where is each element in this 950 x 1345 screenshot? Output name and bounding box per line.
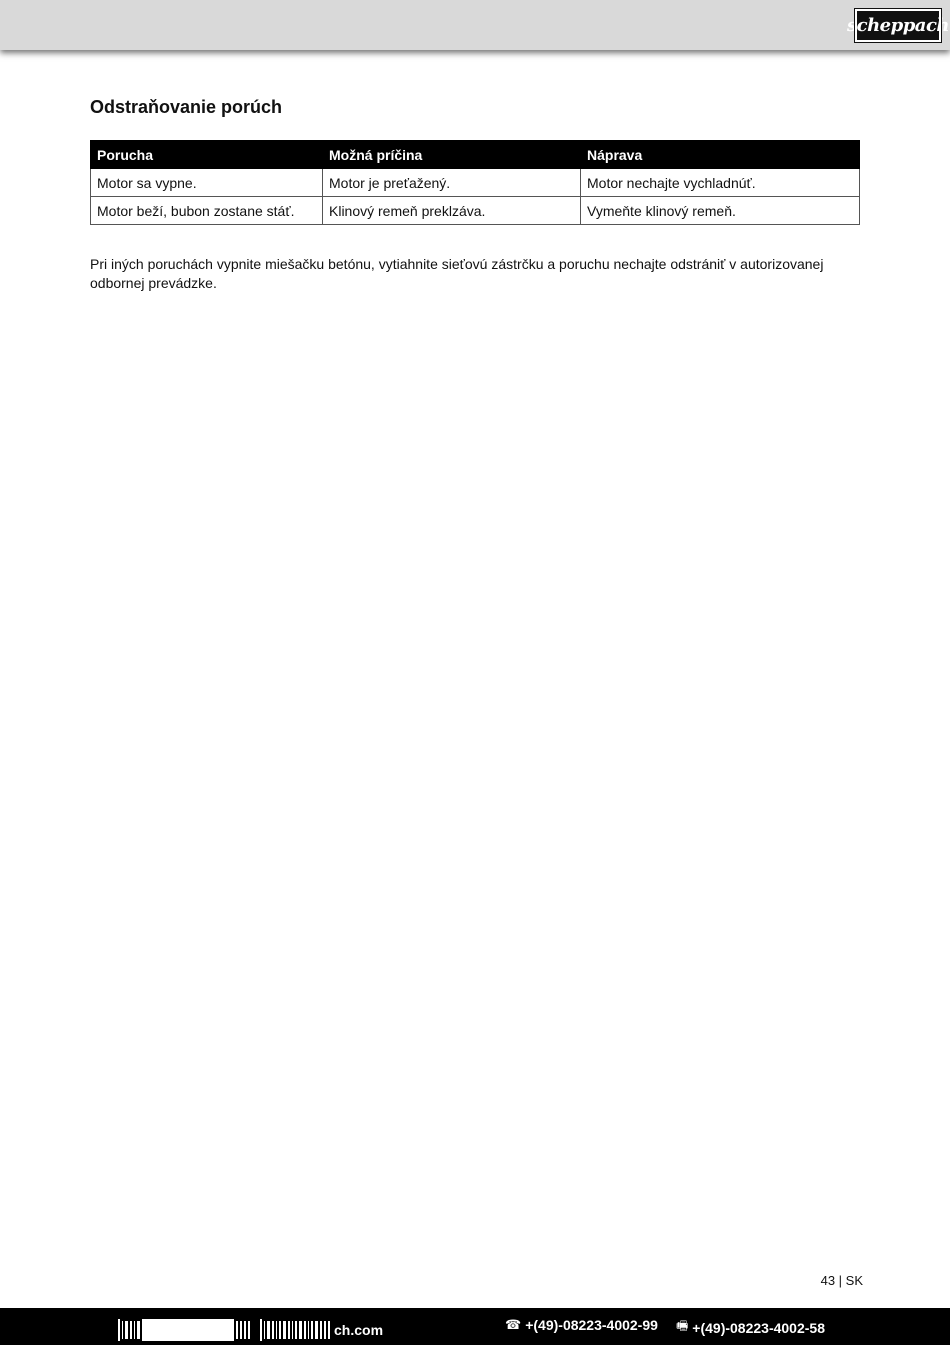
table-header-row	[91, 141, 860, 169]
table-row	[91, 197, 860, 225]
table-cell: Klinový remeň preklzáva.	[323, 197, 581, 225]
garbled-website-prefix	[118, 1320, 332, 1340]
table-cell: Motor beží, bubon zostane stáť.	[91, 197, 323, 225]
table-cell: Motor nechajte vychladnúť.	[581, 169, 860, 197]
footer-website	[118, 1317, 383, 1343]
footer-phone	[505, 1317, 658, 1333]
column-header-remedy: Náprava	[581, 141, 860, 169]
table-cell: Motor sa vypne.	[91, 169, 323, 197]
scheppach-logo: scheppach	[855, 9, 941, 42]
footer-fax	[676, 1317, 825, 1339]
header-band	[0, 0, 950, 50]
fax-icon: 🖷	[676, 1318, 689, 1333]
table-cell: Motor je preťažený.	[323, 169, 581, 197]
phone-icon: ☎	[505, 1317, 522, 1332]
repair-note: Pri iných poruchách vypnite miešačku betónu, vytiahnite sieťovú zástrčku a poruchu nechajte odstrániť v autorizovanej odbornej prevádzke.	[90, 256, 824, 291]
troubleshooting-table	[90, 140, 860, 225]
table-cell: Vymeňte klinový remeň.	[581, 197, 860, 225]
phone-number: +(49)-08223-4002-99	[525, 1317, 658, 1333]
fax-number: +(49)-08223-4002-58	[692, 1320, 825, 1336]
table-row	[91, 169, 860, 197]
footer-band	[0, 1308, 950, 1345]
page-number: 43 | SK	[820, 1273, 863, 1288]
website-text[interactable]: ch.com	[334, 1322, 384, 1338]
column-header-fault: Porucha	[91, 141, 323, 169]
column-header-cause: Možná príčina	[323, 141, 581, 169]
section-title: Odstraňovanie porúch	[90, 97, 283, 117]
